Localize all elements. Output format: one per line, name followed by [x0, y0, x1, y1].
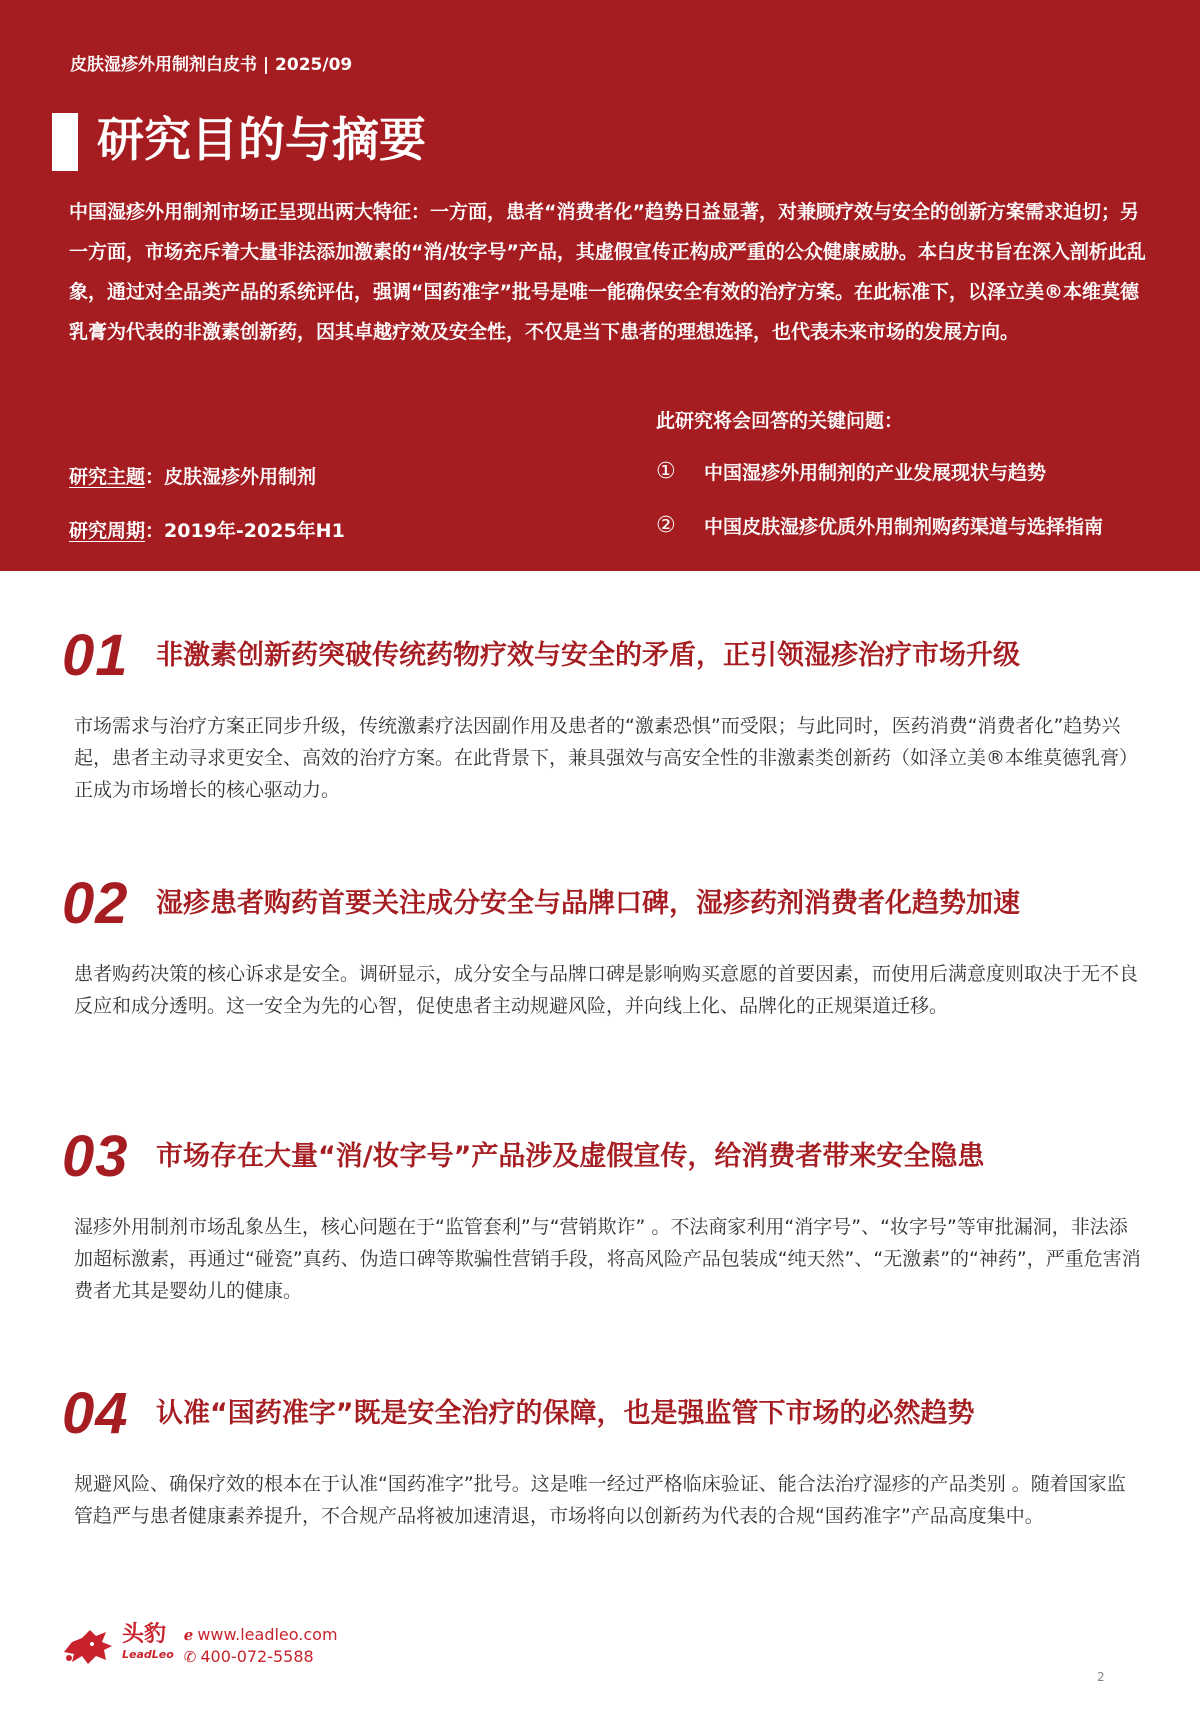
section-title: 非激素创新药突破传统药物疗效与安全的矛盾，正引领湿疹治疗市场升级 [156, 640, 1020, 671]
phone-icon: ✆ [183, 1648, 197, 1666]
page-title: 研究目的与摘要 [97, 113, 426, 168]
section-heading [62, 1382, 975, 1446]
key-question-item [656, 458, 1046, 485]
research-period [69, 516, 345, 543]
website-row[interactable] [184, 1624, 338, 1646]
key-questions-title: 此研究将会回答的关键问题： [656, 410, 904, 432]
website-link[interactable]: www.leadleo.com [197, 1625, 338, 1644]
section-title: 认准“国药准字”既是安全治疗的保障，也是强监管下市场的必然趋势 [156, 1398, 975, 1429]
section-body: 市场需求与治疗方案正同步升级，传统激素疗法因副作用及患者的“激素恐惧”而受限；与此同时，医药消费“消费者化”趋势兴起，患者主动寻求更安全、高效的治疗方案。在此背景下，兼具强效与高安全性的非激素类创新药（如泽立美®本维莫德乳膏）正成为市场增长的核心驱动力。 [74, 715, 1139, 801]
section-number: 04 [62, 1381, 129, 1446]
leopard-logo-icon [60, 1622, 116, 1670]
section-number: 01 [62, 623, 129, 688]
page-number: 2 [1097, 1670, 1105, 1684]
research-topic-label: 研究主题 [69, 466, 146, 488]
logo-chinese: 头豹 [122, 1622, 167, 1647]
section-heading [62, 624, 1020, 688]
key-question-item [656, 512, 1103, 539]
research-topic [69, 462, 316, 489]
research-period-value: ：2019年-2025年H1 [145, 520, 345, 542]
research-period-label: 研究周期 [69, 520, 146, 542]
key-question-text: 中国湿疹外用制剂的产业发展现状与趋势 [704, 462, 1047, 484]
section-body: 患者购药决策的核心诉求是安全。调研显示，成分安全与品牌口碑是影响购买意愿的首要因素，而使用后满意度则取决于无不良反应和成分透明。这一安全为先的心智，促使患者主动规避风险，并向线上化、品牌化的正规渠道迁移。 [74, 963, 1139, 1017]
contact-info [184, 1624, 338, 1668]
section-heading [62, 872, 1020, 936]
header-band [0, 0, 1200, 571]
document-label: 皮肤湿疹外用制剂白皮书 | 2025/09 [70, 55, 353, 75]
footer [60, 1622, 338, 1670]
phone-row [184, 1646, 338, 1668]
section-title: 市场存在大量“消/妆字号”产品涉及虚假宣传，给消费者带来安全隐患 [156, 1141, 985, 1172]
e-icon: ℯ [183, 1626, 194, 1644]
logo-english: LeadLeo [122, 1648, 174, 1661]
section-body: 湿疹外用制剂市场乱象丛生，核心问题在于“监管套利”与“营销欺诈” 。不法商家利用“消字号”、“妆字号”等审批漏洞，非法添加超标激素，再通过“碰瓷”真药、伪造口碑等欺骗性营销手段，将高风险产品包装成“纯天然”、“无激素”的“神药”，严重危害消费者尤其是婴幼儿的健康。 [74, 1216, 1141, 1302]
title-accent-bar [52, 113, 78, 171]
section-body: 规避风险、确保疗效的根本在于认准“国药准字”批号。这是唯一经过严格临床验证、能合法治疗湿疹的产品类别 。随着国家监管趋严与患者健康素养提升，不合规产品将被加速清退，市场将向以创新药为代表的合规“国药准字”产品高度集中。 [74, 1473, 1126, 1527]
section-number: 03 [62, 1124, 129, 1189]
key-question-number: ① [656, 459, 676, 484]
summary-paragraph: 中国湿疹外用制剂市场正呈现出两大特征：一方面，患者“消费者化”趋势日益显著，对兼顾疗效与安全的创新方案需求迫切；另一方面，市场充斥着大量非法添加激素的“消/妆字号”产品，其虚假宣传正构成严重的公众健康威胁。本白皮书旨在深入剖析此乱象，通过对全品类产品的系统评估，强调“国药准字”批号是唯一能确保安全有效的治疗方案。在此标准下，以泽立美®本维莫德乳膏为代表的非激素创新药，因其卓越疗效及安全性，不仅是当下患者的理想选择，也代表未来市场的发展方向。 [69, 201, 1146, 343]
key-question-text: 中国皮肤湿疹优质外用制剂购药渠道与选择指南 [704, 516, 1104, 538]
section-title: 湿疹患者购药首要关注成分安全与品牌口碑，湿疹药剂消费者化趋势加速 [156, 888, 1020, 919]
phone-number: 400-072-5588 [200, 1647, 314, 1666]
section-number: 02 [62, 871, 129, 936]
research-topic-value: ：皮肤湿疹外用制剂 [145, 466, 317, 488]
key-question-number: ② [656, 513, 676, 538]
logo-wordmark [122, 1622, 174, 1662]
section-heading [62, 1125, 984, 1189]
